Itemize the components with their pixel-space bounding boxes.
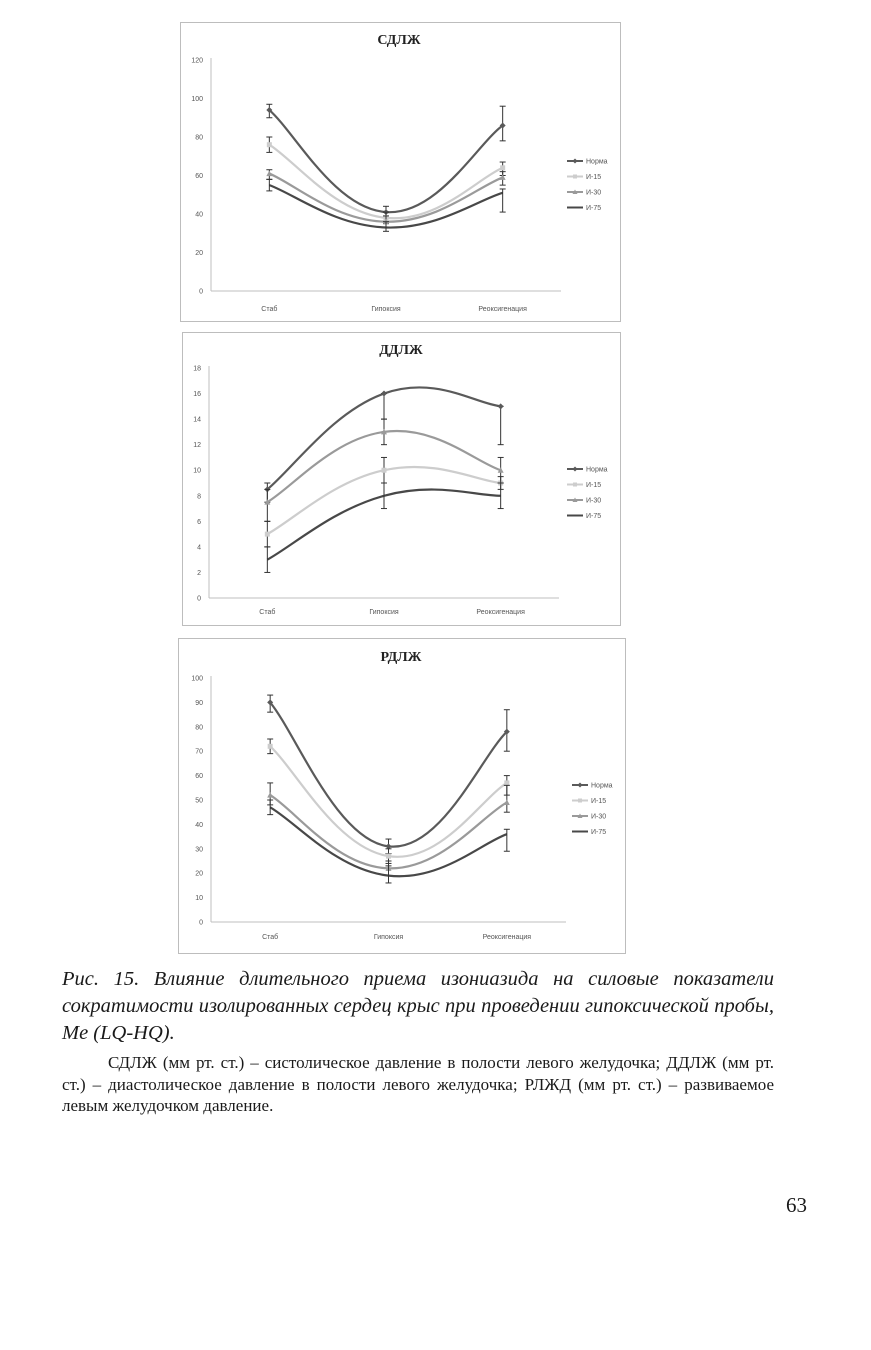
y-tick-label: 40	[195, 211, 203, 219]
y-tick-label: 0	[199, 919, 203, 927]
legend-marker	[578, 799, 582, 803]
y-tick-label: 6	[197, 518, 201, 526]
legend-label: И-15	[586, 482, 602, 489]
y-tick-label: 100	[191, 675, 203, 683]
x-tick-label: Реоксигенация	[482, 934, 532, 941]
y-tick-label: 90	[195, 699, 203, 707]
y-tick-label: 100	[191, 96, 203, 103]
data-point	[381, 391, 387, 397]
y-tick-label: 120	[191, 57, 203, 65]
legend-label: Норма	[591, 782, 613, 790]
chart-ddlzh-svg	[183, 333, 620, 625]
x-tick-label: Стаб	[259, 609, 276, 616]
chart-title: РДЛЖ	[380, 650, 422, 665]
legend-label: И-30	[586, 497, 602, 505]
legend-label: И-30	[586, 189, 602, 197]
legend-marker	[573, 467, 578, 472]
y-tick-label: 80	[195, 724, 203, 732]
y-tick-label: 40	[195, 821, 203, 829]
data-point	[265, 532, 270, 537]
y-tick-label: 50	[195, 797, 203, 805]
y-tick-label: 8	[197, 493, 201, 501]
y-tick-label: 60	[195, 773, 203, 781]
y-tick-label: 18	[193, 365, 201, 373]
y-tick-label: 20	[195, 250, 203, 257]
legend-label: Норма	[586, 466, 608, 474]
x-tick-label: Стаб	[261, 306, 278, 313]
y-tick-label: 10	[195, 895, 203, 903]
x-tick-label: Реоксигенация	[478, 306, 527, 313]
y-tick-label: 0	[197, 595, 201, 603]
legend-marker	[573, 175, 577, 179]
y-tick-label: 70	[195, 748, 203, 756]
y-tick-label: 60	[195, 173, 203, 180]
abbreviations-note: СДЛЖ (мм рт. ст.) – систолическое давление в полости левого желудочка; ДДЛЖ (мм рт. ст.) – диастолическое давление в полости левого желудочка; РЛЖД (мм рт. ст.) – развиваемое левым желудочком давление.	[62, 1053, 774, 1115]
chart-title: СДЛЖ	[377, 33, 421, 48]
data-point	[382, 468, 387, 473]
legend-label: И-75	[586, 513, 602, 520]
x-tick-label: Стаб	[262, 934, 279, 941]
chart-rdlzh	[178, 638, 626, 954]
y-tick-label: 12	[193, 442, 201, 450]
data-point	[504, 799, 510, 805]
data-point	[268, 744, 273, 749]
y-tick-label: 4	[197, 544, 201, 552]
legend-label: И-15	[591, 798, 607, 805]
data-point	[267, 792, 273, 798]
y-tick-label: 14	[193, 416, 201, 424]
data-point	[504, 780, 509, 785]
x-tick-label: Гипоксия	[371, 306, 401, 313]
data-point	[386, 854, 391, 859]
page-number: 63	[786, 1193, 807, 1217]
chart-sdlzh	[180, 22, 621, 322]
legend-label: И-75	[591, 829, 607, 836]
legend-marker	[573, 159, 578, 164]
y-tick-label: 10	[193, 467, 201, 475]
y-tick-label: 30	[195, 846, 203, 854]
data-point	[267, 142, 272, 147]
legend-label: Норма	[586, 158, 608, 166]
legend-label: И-30	[591, 813, 607, 821]
legend-label: И-75	[586, 205, 602, 212]
x-tick-label: Реоксигенация	[476, 609, 525, 616]
chart-rdlzh-svg	[179, 639, 625, 953]
chart-ddlzh	[182, 332, 621, 626]
y-tick-label: 20	[195, 870, 203, 878]
y-tick-label: 80	[195, 134, 203, 142]
x-tick-label: Гипоксия	[369, 609, 399, 616]
legend-marker	[578, 783, 583, 788]
y-tick-label: 16	[193, 391, 201, 399]
data-point	[500, 165, 505, 170]
x-tick-label: Гипоксия	[373, 934, 404, 941]
y-tick-label: 2	[197, 569, 201, 577]
y-tick-label: 0	[199, 288, 203, 296]
figure-caption: Рис. 15. Влияние длительного приема изониазида на силовые показатели сократимости изолированных сердец крыс при проведении гипоксической пробы, Me (LQ-HQ).	[62, 968, 774, 1044]
legend-label: И-15	[586, 174, 602, 181]
chart-sdlzh-svg	[181, 23, 620, 321]
data-point	[498, 403, 504, 409]
legend-marker	[573, 483, 577, 487]
chart-title: ДДЛЖ	[379, 343, 423, 358]
